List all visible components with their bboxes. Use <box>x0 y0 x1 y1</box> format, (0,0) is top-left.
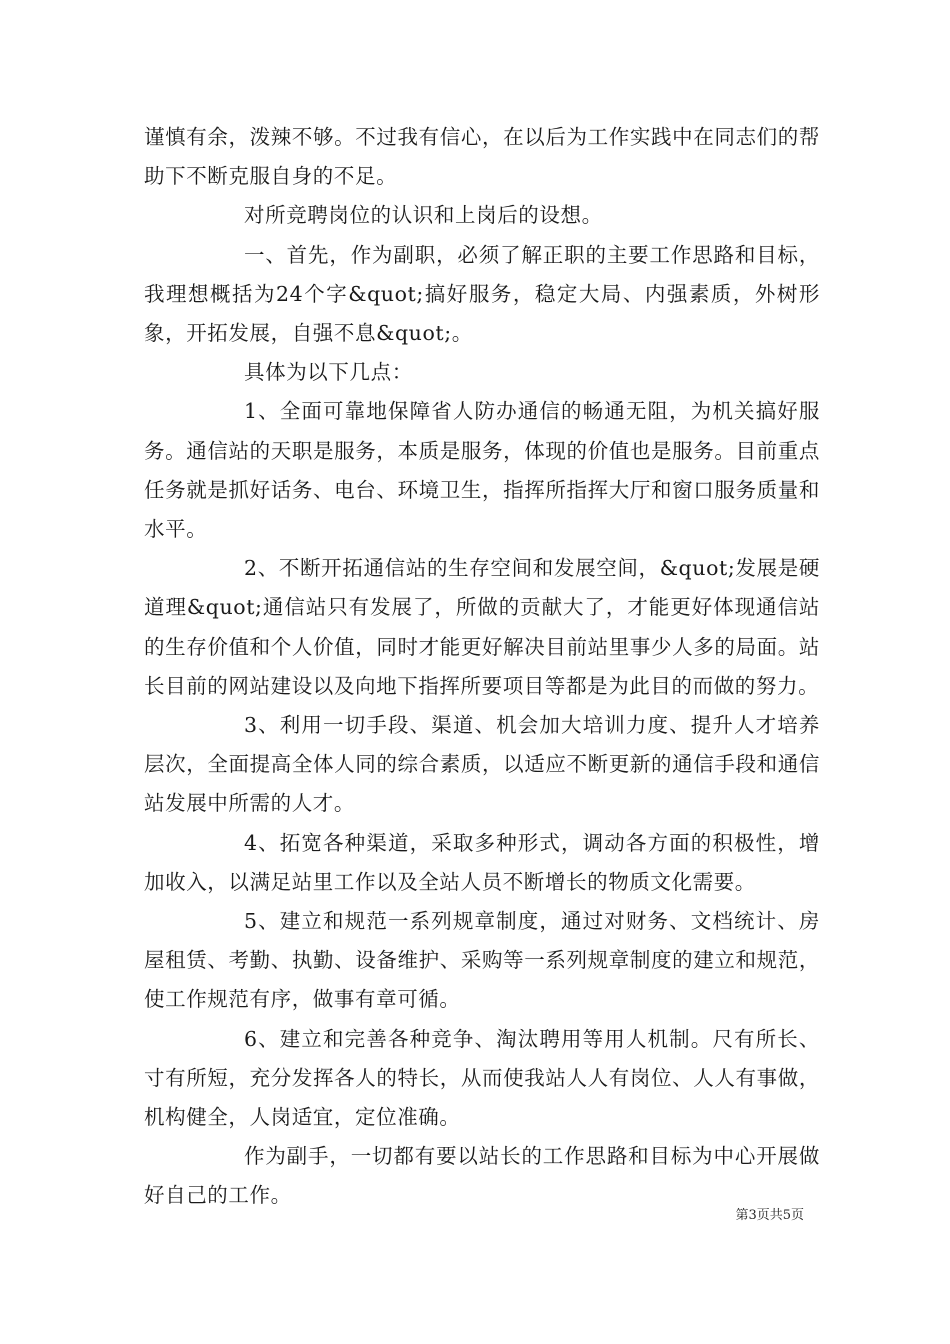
paragraph-continuation: 谨慎有余，泼辣不够。不过我有信心，在以后为工作实践中在同志们的帮助下不断克服自身的不足。 <box>144 125 820 189</box>
paragraph-point-3: 3、利用一切手段、渠道、机会加大培训力度、提升人才培养层次，全面提高全体人同的综合素质，以适应不断更新的通信手段和通信站发展中所需的人才。 <box>144 713 820 816</box>
paragraph-point-6: 6、建立和完善各种竞争、淘汰聘用等用人机制。尺有所长、寸有所短，充分发挥各人的特长，从而使我站人人有岗位、人人有事做，机构健全，人岗适宜，定位准确。 <box>144 1026 820 1130</box>
paragraph-point-1: 1、全面可靠地保障省人防办通信的畅通无阻，为机关搞好服务。通信站的天职是服务，本质是服务，体现的价值也是服务。目前重点任务就是抓好话务、电台、环境卫生，指挥所指挥大厅和窗口服务质量和水平。 <box>144 399 820 542</box>
page-number: 第3页共5页 <box>735 1208 804 1223</box>
paragraph-list-intro: 具体为以下几点： <box>244 360 413 385</box>
paragraph-section-heading: 对所竞聘岗位的认识和上岗后的设想。 <box>244 203 603 228</box>
paragraph-point-5: 5、建立和规范一系列规章制度，通过对财务、文档统计、房屋租赁、考勤、执勤、设备维护、采购等一系列规章制度的建立和规范，使工作规范有序，做事有章可循。 <box>144 909 820 1012</box>
paragraph-item-first: 一、首先，作为副职，必须了解正职的主要工作思路和目标，我理想概括为24个字&quot;搞好服务，稳定大局、内强素质，外树形象，开拓发展，自强不息&quot;。 <box>144 242 820 346</box>
paragraph-closing: 作为副手，一切都有要以站长的工作思路和目标为中心开展做好自己的工作。 <box>144 1144 820 1208</box>
paragraph-point-4: 4、拓宽各种渠道，采取多种形式，调动各方面的积极性，增加收入，以满足站里工作以及全站人员不断增长的物质文化需要。 <box>144 830 820 894</box>
paragraph-point-2: 2、不断开拓通信站的生存空间和发展空间，&quot;发展是硬道理&quot;通信站只有发展了，所做的贡献大了，才能更好体现通信站的生存价值和个人价值，同时才能更好解决目前站里事少人多的局面。站长目前的网站建设以及向地下指挥所要项目等都是为此目的而做的努力。 <box>144 556 820 698</box>
body-text <box>144 118 820 1216</box>
